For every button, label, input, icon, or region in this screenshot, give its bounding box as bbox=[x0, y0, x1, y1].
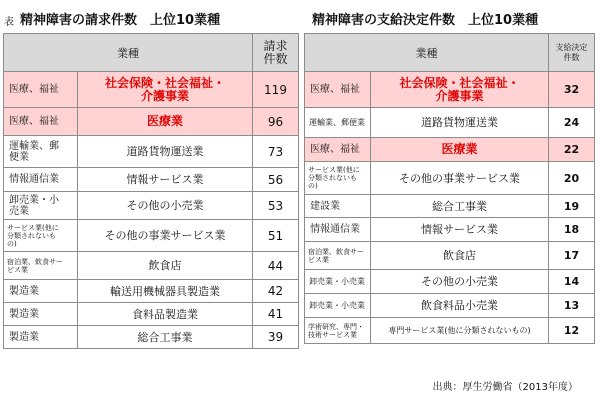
claims-header-count bbox=[253, 34, 299, 72]
left-table-row bbox=[4, 108, 299, 136]
claim-count: 24 bbox=[549, 108, 595, 138]
claims-header-industry-label: 業種 bbox=[117, 46, 139, 60]
industry-category: 医療、福祉 bbox=[305, 72, 371, 108]
industry-name: 社会保険・社会福祉・介護事業 bbox=[371, 72, 549, 108]
claims-table bbox=[3, 33, 299, 349]
industry-category: 製造業 bbox=[4, 326, 78, 349]
left-table-row bbox=[4, 326, 299, 349]
claim-count: 19 bbox=[549, 195, 595, 218]
industry-name: 総合工事業 bbox=[371, 195, 549, 218]
industry-category: 卸売業・小売業 bbox=[4, 192, 78, 220]
decisions-header-industry-label: 業種 bbox=[415, 46, 438, 60]
claim-count: 41 bbox=[253, 303, 299, 326]
claim-count: 17 bbox=[549, 242, 595, 270]
industry-category: 医療、福祉 bbox=[305, 138, 371, 162]
industry-name: 情報サービス業 bbox=[78, 168, 253, 192]
industry-category: 情報通信業 bbox=[305, 218, 371, 242]
right-table-row bbox=[305, 318, 595, 344]
decisions-header-count bbox=[549, 34, 595, 72]
claim-count: 51 bbox=[253, 220, 299, 252]
industry-category: 運輸業、郵便業 bbox=[305, 108, 371, 138]
industry-category: 医療、福祉 bbox=[4, 108, 78, 136]
claims-title-text: 精神障害の請求件数 上位10業種 bbox=[20, 13, 221, 28]
decisions-panel bbox=[304, 8, 594, 344]
industry-name: 専門サービス業(他に分類されないもの) bbox=[371, 318, 549, 344]
industry-category: 卸売業・小売業 bbox=[305, 294, 371, 318]
right-table-row bbox=[305, 270, 595, 294]
right-table-row bbox=[305, 138, 595, 162]
industry-name: 道路貨物運送業 bbox=[78, 136, 253, 168]
claims-header-count-label: 請求件数 bbox=[263, 38, 288, 66]
industry-category: サービス業(他に分類されないもの) bbox=[305, 162, 371, 195]
claim-count: 42 bbox=[253, 280, 299, 303]
right-table-row bbox=[305, 72, 595, 108]
claim-count: 20 bbox=[549, 162, 595, 195]
claims-header-row bbox=[4, 34, 299, 72]
decisions-header-row bbox=[305, 34, 595, 72]
claim-count: 13 bbox=[549, 294, 595, 318]
claim-count: 53 bbox=[253, 192, 299, 220]
industry-category: 宿泊業、飲食サービス業 bbox=[305, 242, 371, 270]
claim-count: 22 bbox=[549, 138, 595, 162]
industry-category: 製造業 bbox=[4, 303, 78, 326]
left-table-row bbox=[4, 192, 299, 220]
industry-name: 道路貨物運送業 bbox=[371, 108, 549, 138]
industry-category: 建設業 bbox=[305, 195, 371, 218]
decisions-title bbox=[304, 8, 594, 28]
industry-name: 情報サービス業 bbox=[371, 218, 549, 242]
left-table-row bbox=[4, 168, 299, 192]
left-table-row bbox=[4, 252, 299, 280]
industry-name: 飲食店 bbox=[78, 252, 253, 280]
industry-category: 医療、福祉 bbox=[4, 72, 78, 108]
industry-name: 総合工事業 bbox=[78, 326, 253, 349]
industry-name: 飲食料品小売業 bbox=[371, 294, 549, 318]
right-table-row bbox=[305, 294, 595, 318]
decisions-table bbox=[304, 33, 595, 344]
industry-name: 医療業 bbox=[78, 108, 253, 136]
left-table-row bbox=[4, 136, 299, 168]
right-table-row bbox=[305, 242, 595, 270]
claim-count: 56 bbox=[253, 168, 299, 192]
right-table-row bbox=[305, 108, 595, 138]
industry-name: その他の小売業 bbox=[371, 270, 549, 294]
table-prefix: 表 bbox=[4, 17, 14, 28]
industry-category: 製造業 bbox=[4, 280, 78, 303]
claim-count: 44 bbox=[253, 252, 299, 280]
right-table-row bbox=[305, 162, 595, 195]
left-table-row bbox=[4, 72, 299, 108]
decisions-title-text: 精神障害の支給決定件数 上位10業種 bbox=[312, 13, 539, 28]
claim-count: 12 bbox=[549, 318, 595, 344]
left-table-row bbox=[4, 220, 299, 252]
right-table-row bbox=[305, 218, 595, 242]
right-table-row bbox=[305, 195, 595, 218]
claim-count: 18 bbox=[549, 218, 595, 242]
claim-count: 73 bbox=[253, 136, 299, 168]
source-note: 出典：厚生労働省（2013年度） bbox=[432, 382, 578, 393]
left-table-row bbox=[4, 280, 299, 303]
industry-name: 輸送用機械器具製造業 bbox=[78, 280, 253, 303]
decisions-header-industry bbox=[305, 34, 549, 72]
claim-count: 119 bbox=[253, 72, 299, 108]
claim-count: 96 bbox=[253, 108, 299, 136]
claims-header-industry bbox=[4, 34, 253, 72]
industry-category: 学術研究、専門・技術サービス業 bbox=[305, 318, 371, 344]
left-table-row bbox=[4, 303, 299, 326]
decisions-header-count-label: 支給決定件数 bbox=[555, 42, 588, 62]
claim-count: 14 bbox=[549, 270, 595, 294]
industry-category: 卸売業・小売業 bbox=[305, 270, 371, 294]
claim-count: 39 bbox=[253, 326, 299, 349]
industry-name: その他の事業サービス業 bbox=[78, 220, 253, 252]
industry-category: 運輸業、郵便業 bbox=[4, 136, 78, 168]
industry-name: 社会保険・社会福祉・介護事業 bbox=[78, 72, 253, 108]
industry-name: その他の小売業 bbox=[78, 192, 253, 220]
claims-title bbox=[3, 8, 298, 28]
industry-category: 宿泊業、飲食サービス業 bbox=[4, 252, 78, 280]
industry-name: 医療業 bbox=[371, 138, 549, 162]
industry-name: その他の事業サービス業 bbox=[371, 162, 549, 195]
industry-name: 食料品製造業 bbox=[78, 303, 253, 326]
claim-count: 32 bbox=[549, 72, 595, 108]
industry-name: 飲食店 bbox=[371, 242, 549, 270]
claims-panel bbox=[3, 8, 298, 349]
industry-category: 情報通信業 bbox=[4, 168, 78, 192]
industry-category: サービス業(他に分類されないもの) bbox=[4, 220, 78, 252]
